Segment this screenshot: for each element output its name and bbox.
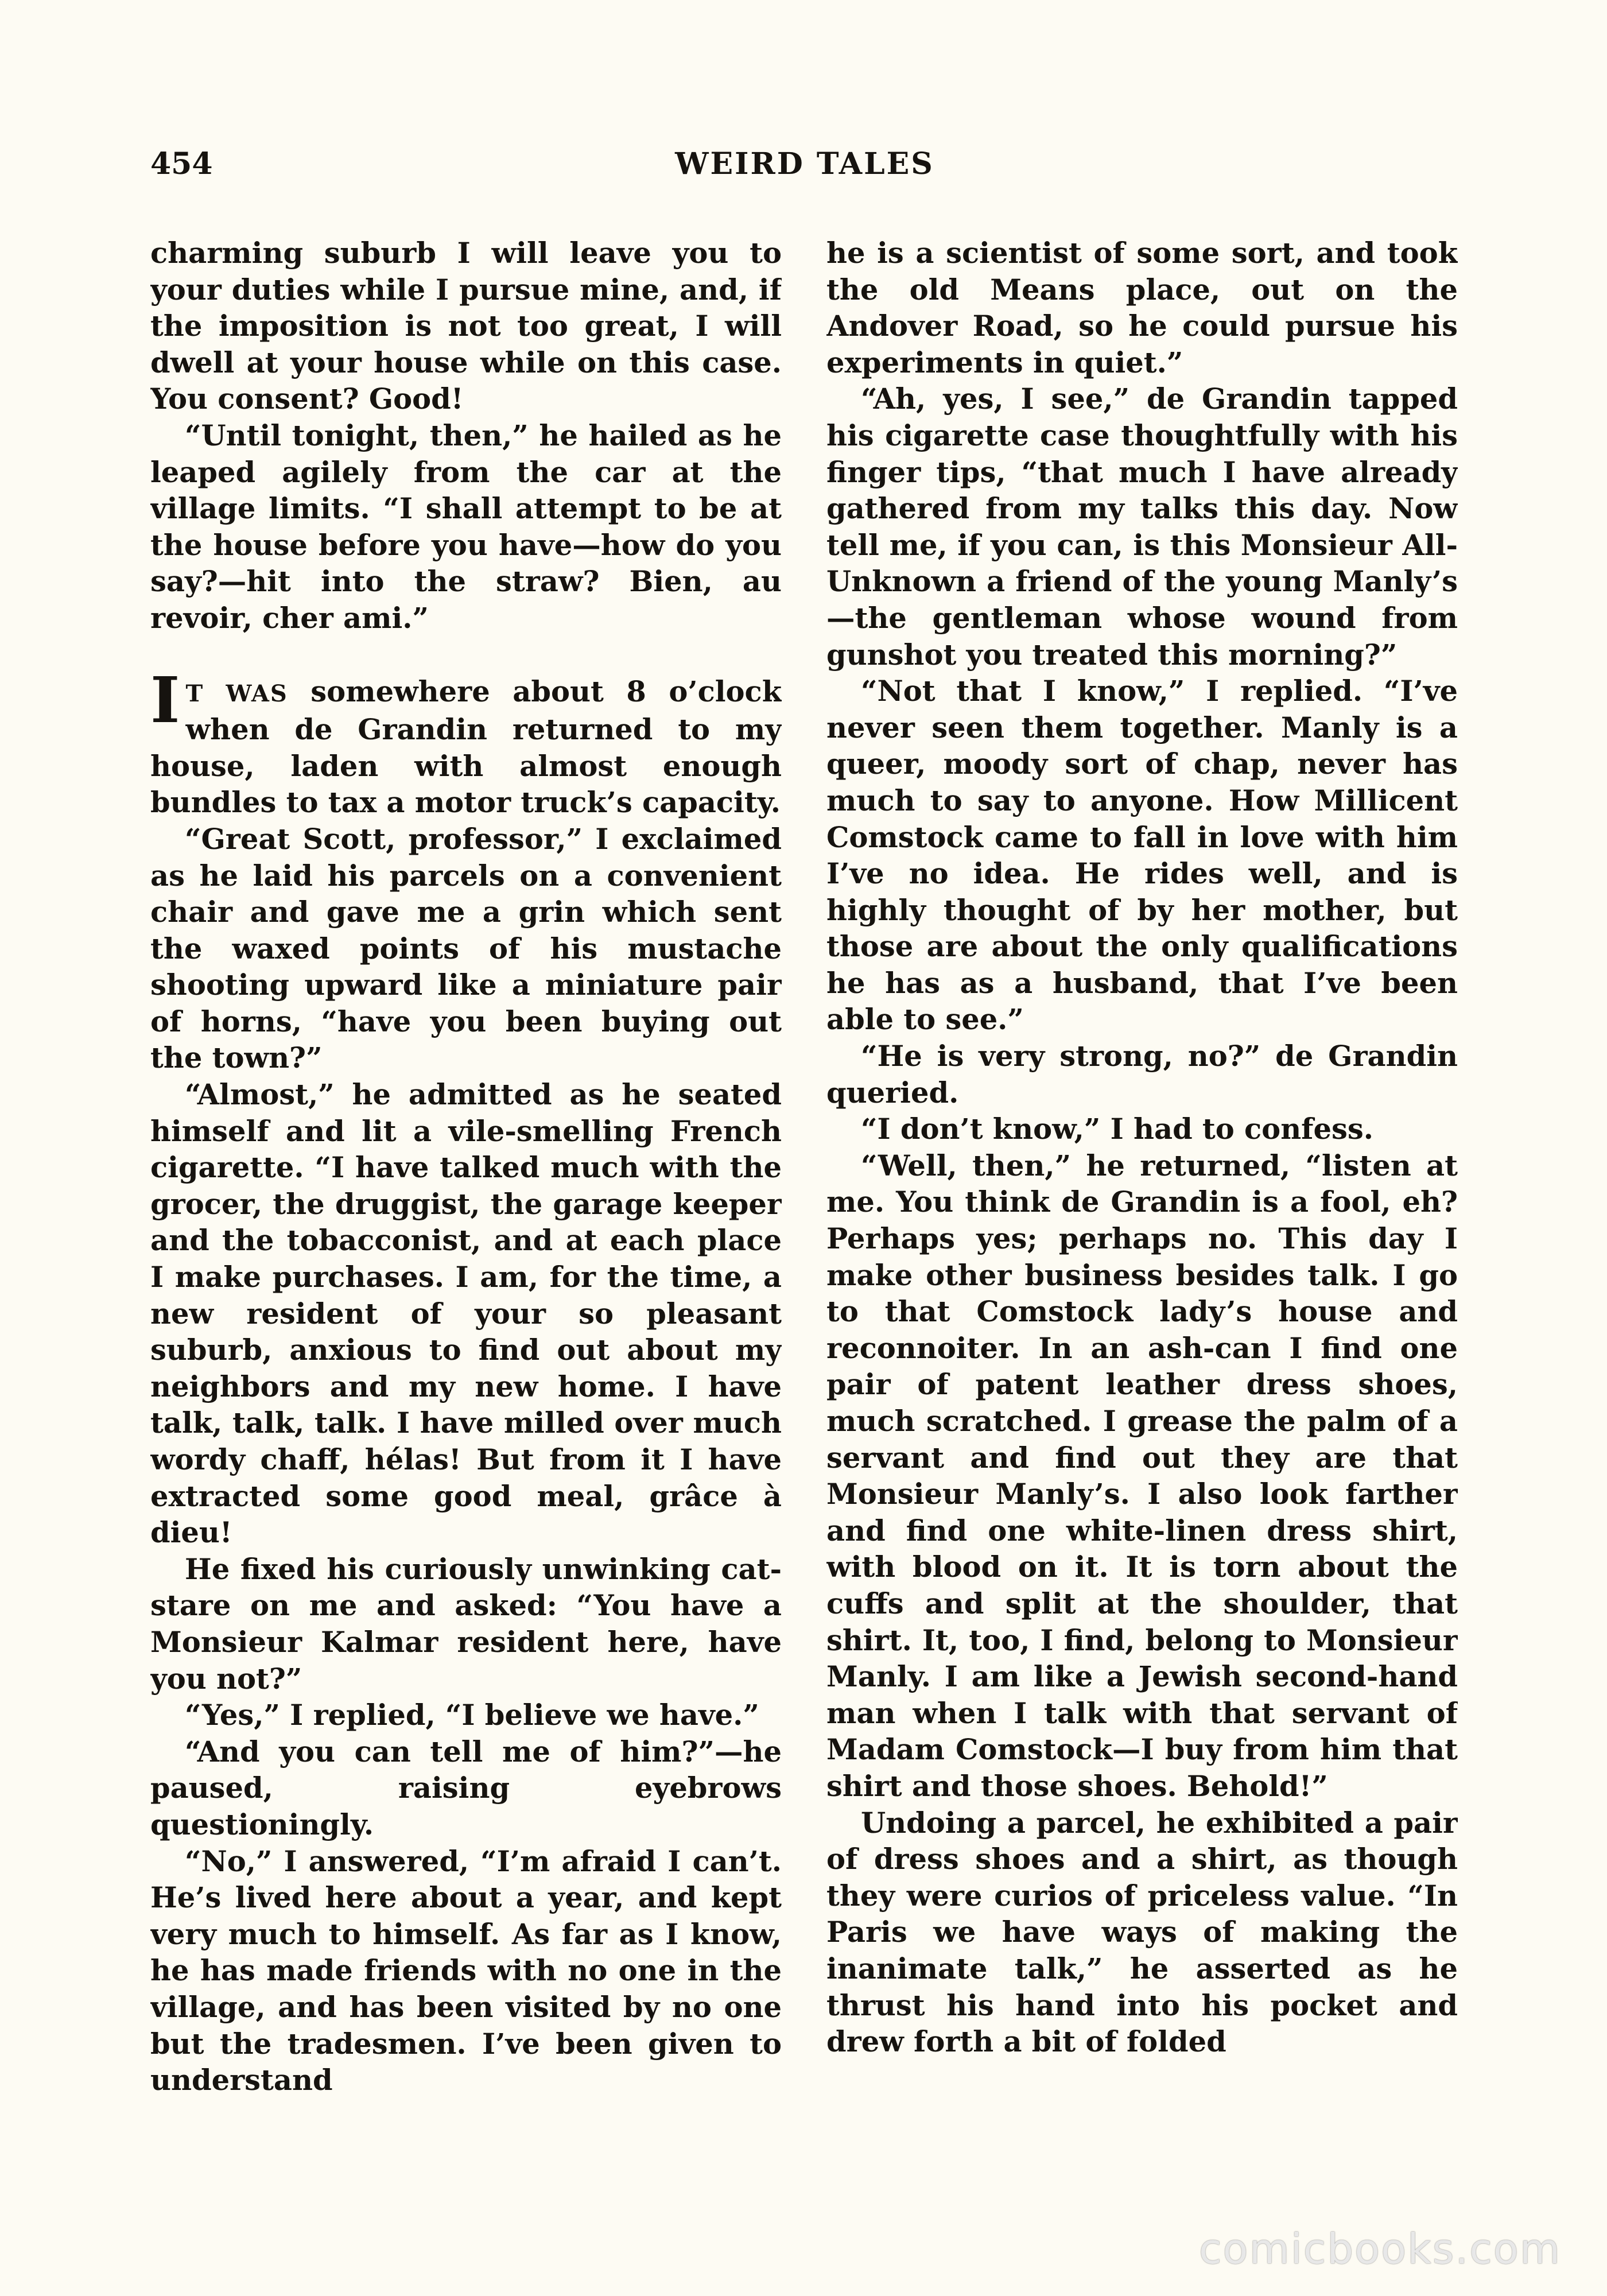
page-header bbox=[150, 146, 1459, 187]
paragraph: Undoing a parcel, he exhibited a pair of dress shoes and a shirt, as though they were curios of priceless value. “In Paris we have ways of making the inanimate talk,” he asserted as he thrust his hand into his pocket and drew forth a bit of folded bbox=[826, 1806, 1458, 2059]
section-opening-paragraph bbox=[150, 662, 782, 821]
paragraph: “Great Scott, professor,” I exclaimed as he laid his parcels on a convenient chair and gave me a grin which sent the waxed points of his mustache shooting upward like a miniature pair of horns, “have you been buying out the town?” bbox=[150, 822, 782, 1075]
paragraph: “Until tonight, then,” he hailed as he leaped agilely from the car at the village limits. “I shall attempt to be at the house before you have—how do you say?—hit into the straw? Bien, au revoir, cher ami.” bbox=[150, 418, 782, 635]
paragraph: “Almost,” he admitted as he seated himself and lit a vile-smelling French cigarette. “I have talked much with the grocer, the druggist, the garage keeper and the tobacconist, and at each place I make purchases. I am, for the time, a new resident of your so pleasant suburb, anxious to find out about my neighbors and my new home. I have talk, talk, talk. I have milled over much wordy chaff, hélas! But from it I have extracted some good meal, grâce à dieu! bbox=[150, 1078, 782, 1550]
paragraph: “Ah, yes, I see,” de Grandin tapped his cigarette case thoughtfully with his finger tips, “that much I have already gathered from my talks this day. Now tell me, if you can, is this Monsieur All-Unknown a friend of the young Manly’s—the gentleman whose wound from gunshot you treated this morning?” bbox=[826, 382, 1458, 672]
page-number: 454 bbox=[150, 146, 213, 181]
paragraph: charming suburb I will leave you to your duties while I pursue mine, and, if the imposition is not too great, I will dwell at your house while on this case. You consent? Good! bbox=[150, 236, 782, 416]
paragraph: “Yes,” I replied, “I believe we have.” bbox=[185, 1698, 759, 1732]
watermark: comicbooks.com bbox=[1198, 2225, 1561, 2273]
paragraph: “And you can tell me of him?”—he paused, raising eyebrows questioningly. bbox=[150, 1735, 782, 1841]
section-opening-text: somewhere about 8 o’clock when de Grandin returned to my house, laden with almost enough bundles to tax a motor truck’s capacity. bbox=[150, 674, 782, 820]
paragraph: He fixed his curiously unwinking cat-stare on me and asked: “You have a Monsieur Kalmar resident here, have you not?” bbox=[150, 1552, 782, 1696]
paragraph: he is a scientist of some sort, and took the old Means place, out on the Andover Road, so he could pursue his experiments in quiet.” bbox=[826, 236, 1458, 379]
drop-cap: I bbox=[150, 662, 180, 737]
paragraph: “Not that I know,” I replied. “I’ve never seen them together. Manly is a queer, moody sort of chap, never has much to say to anyone. How Millicent Comstock came to fall in love with him I’ve no idea. He rides well, and is highly thought of by her mother, but those are about the only qualifications he has as a husband, that I’ve been able to see.” bbox=[826, 674, 1458, 1037]
paragraph: “He is very strong, no?” de Grandin queried. bbox=[826, 1040, 1458, 1110]
running-title: WEIRD TALES bbox=[675, 146, 934, 181]
left-column bbox=[150, 235, 782, 2152]
paragraph: “No,” I answered, “I’m afraid I can’t. He’s lived here about a year, and kept very much to himself. As far as I know, he has made friends with no one in the village, and has been visited by no one but the tradesmen. I’ve been given to understand bbox=[150, 1844, 782, 2097]
right-column bbox=[826, 235, 1458, 2152]
paragraph: “I don’t know,” I had to confess. bbox=[861, 1112, 1373, 1146]
paragraph: “Well, then,” he returned, “listen at me. You think de Grandin is a fool, eh? Perhaps yes; perhaps no. This day I make other business besides talk. I go to that Comstock lady’s house and reconnoiter. In an ash-can I find one pair of patent leather dress shoes, much scratched. I grease the palm of a servant and find out they are that Monsieur Manly’s. I also look farther and find one white-linen dress shirt, with blood on it. It is torn about the cuffs and split at the shoulder, that shirt. It, too, I find, belong to Monsieur Manly. I am like a Jewish second-hand man when I talk with that servant of Madam Comstock—I buy from him that shirt and those shoes. Behold!” bbox=[826, 1149, 1458, 1803]
small-caps-lead: T WAS bbox=[185, 680, 288, 707]
